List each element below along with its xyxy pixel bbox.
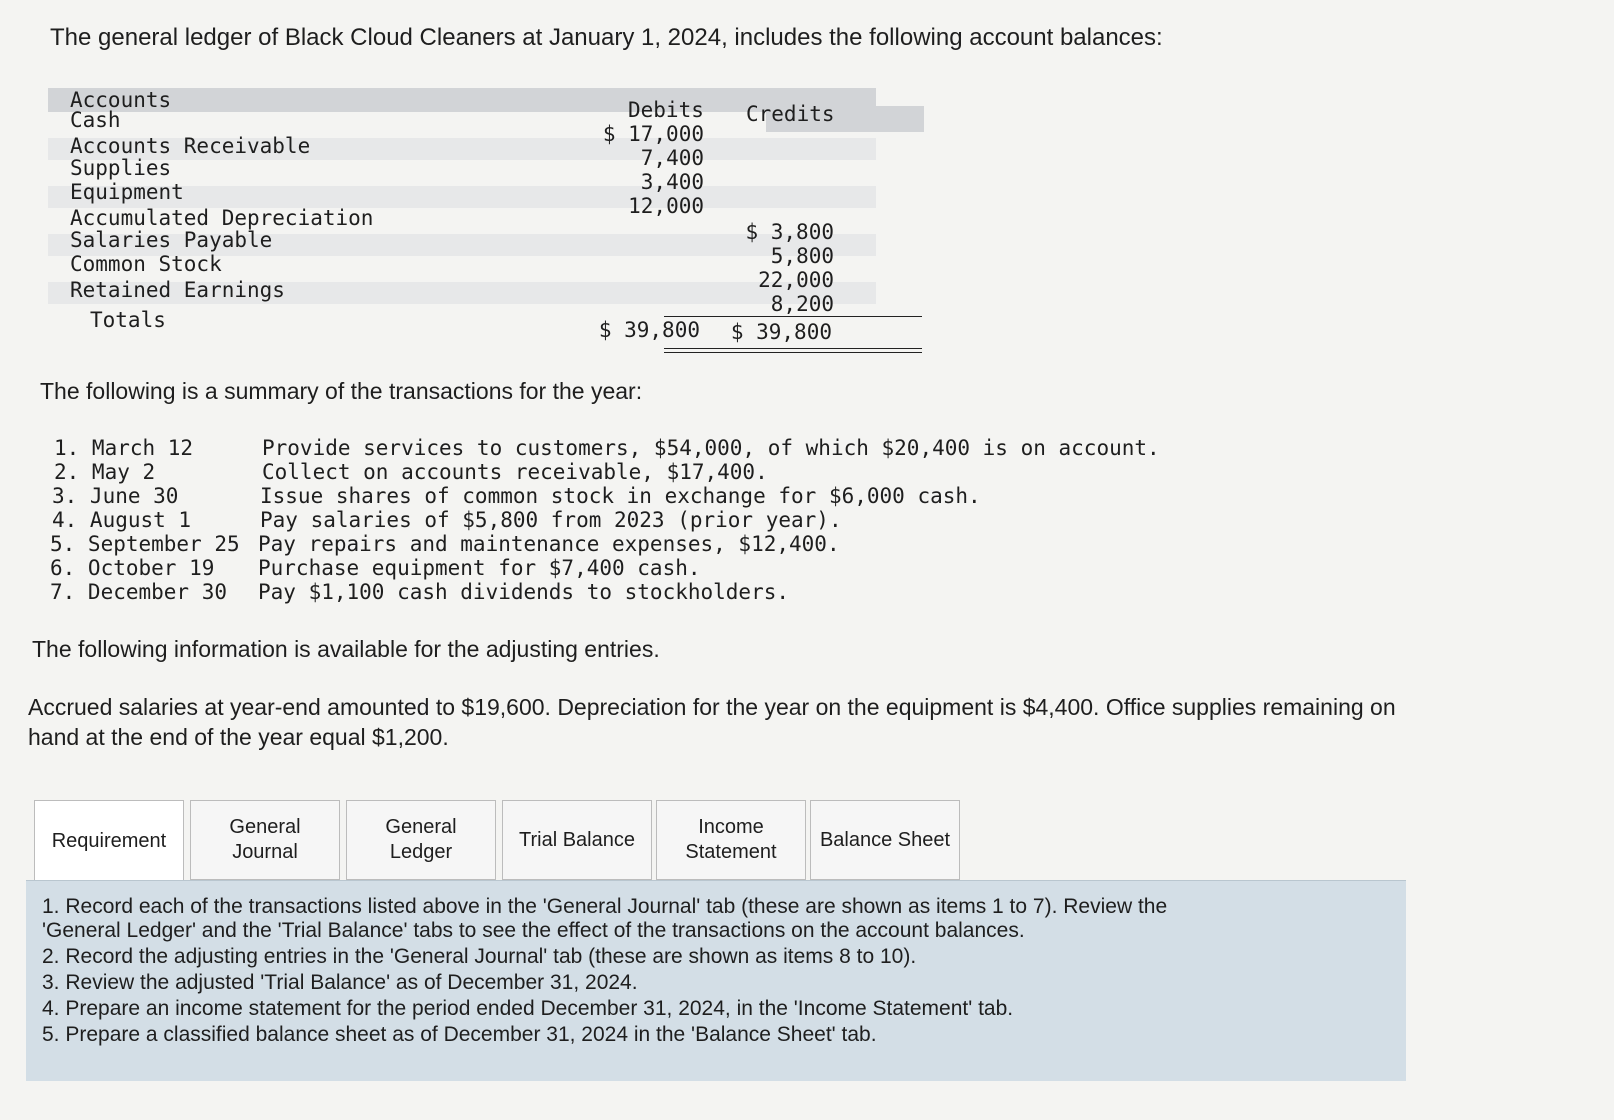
transaction-date: 5. September 25 [50, 532, 240, 556]
header-credits: Credits [746, 102, 835, 126]
tab-label: Requirement [51, 830, 167, 852]
totals-label: Totals [90, 308, 166, 332]
credit-value: 5,800 [770, 244, 834, 268]
transaction-row [50, 532, 840, 556]
tab-income-statement[interactable] [656, 800, 806, 880]
header-debits: Debits [628, 98, 704, 122]
account-name: Salaries Payable [70, 228, 273, 252]
account-name: Supplies [70, 156, 172, 180]
requirement-item: 3. Review the adjusted 'Trial Balance' as of December 31, 2024. [42, 971, 638, 994]
transaction-text: Issue shares of common stock in exchange for $6,000 cash. [260, 484, 981, 508]
account-name: Accounts Receivable [70, 134, 311, 158]
requirement-item: 4. Prepare an income statement for the period ended December 31, 2024, in the 'Income Statement' tab. [42, 997, 1014, 1020]
account-name: Accumulated Depreciation [70, 206, 374, 230]
transaction-text: Pay salaries of $5,800 from 2023 (prior year). [260, 508, 842, 532]
tab-label: Income [698, 816, 764, 838]
tab-label: General [229, 816, 301, 838]
debit-value: $ 17,000 [602, 122, 704, 146]
problem-intro: The general ledger of Black Cloud Cleaners at January 1, 2024, includes the following account balances: [50, 24, 1163, 51]
tab-label: Statement [685, 841, 777, 863]
total-credit: $ 39,800 [730, 320, 832, 344]
transaction-date: 6. October 19 [50, 556, 215, 580]
tab-balance-sheet[interactable] [810, 800, 960, 880]
transaction-text: Pay $1,100 cash dividends to stockholders. [258, 580, 790, 604]
requirements-panel [26, 880, 1406, 1081]
tab-label: Ledger [389, 841, 453, 863]
total-double-rule-bottom [664, 352, 922, 353]
tab-label: Balance Sheet [819, 828, 951, 851]
transaction-date: 3. June 30 [52, 484, 179, 508]
transaction-row [50, 556, 701, 580]
account-name: Equipment [70, 180, 184, 204]
transaction-date: 7. December 30 [50, 580, 228, 604]
adjusting-intro: The following information is available for the adjusting entries. [32, 636, 660, 662]
transaction-text: Purchase equipment for $7,400 cash. [258, 556, 701, 580]
requirement-item: 2. Record the adjusting entries in the 'General Journal' tab (these are shown as items 8 to 10). [42, 945, 917, 968]
summary-intro: The following is a summary of the transactions for the year: [40, 378, 643, 404]
credit-value: 22,000 [758, 268, 834, 292]
tab-label: Journal [232, 841, 298, 863]
account-name: Common Stock [70, 252, 222, 276]
account-name: Retained Earnings [70, 278, 285, 302]
transaction-row [54, 436, 1160, 460]
tab-label: General [385, 816, 457, 838]
debit-value: 3,400 [640, 170, 704, 194]
account-balances-table [48, 88, 876, 368]
transaction-text: Collect on accounts receivable, $17,400. [262, 460, 768, 484]
header-accounts: Accounts [70, 88, 172, 112]
transaction-date: 2. May 2 [54, 460, 156, 484]
total-debit: $ 39,800 [598, 318, 700, 342]
adjusting-details-line1: Accrued salaries at year-end amounted to $19,600. Depreciation for the year on the equipment is $4,400. Office supplies remaining on [28, 694, 1396, 720]
subtotal-rule [664, 316, 922, 317]
transaction-date: 4. August 1 [52, 508, 192, 532]
tab-general-ledger[interactable] [346, 800, 496, 880]
transaction-row [52, 508, 842, 532]
account-name: Cash [70, 108, 121, 132]
requirement-item: 'General Ledger' and the 'Trial Balance' tabs to see the effect of the transactions on the account balances. [42, 919, 1025, 942]
tab-requirement[interactable] [34, 800, 184, 882]
transaction-text: Provide services to customers, $54,000, of which $20,400 is on account. [262, 436, 1160, 460]
debit-value: 12,000 [628, 194, 704, 218]
requirement-item: 1. Record each of the transactions listed above in the 'General Journal' tab (these are shown as items 1 to 7). Review the [42, 895, 1168, 918]
credit-value: 8,200 [770, 292, 834, 316]
transaction-text: Pay repairs and maintenance expenses, $12,400. [258, 532, 840, 556]
debit-value: 7,400 [640, 146, 704, 170]
transaction-row [52, 484, 981, 508]
transaction-row [54, 460, 768, 484]
tab-trial-balance[interactable] [502, 800, 652, 880]
tab-bar [34, 800, 964, 882]
adjusting-details-line2: hand at the end of the year equal $1,200. [28, 724, 449, 750]
credit-value: $ 3,800 [745, 220, 834, 244]
total-double-rule-top [664, 348, 922, 349]
transaction-row [50, 580, 789, 604]
tab-general-journal[interactable] [190, 800, 340, 880]
transaction-date: 1. March 12 [54, 436, 194, 460]
requirement-item: 5. Prepare a classified balance sheet as of December 31, 2024 in the 'Balance Sheet' tab. [42, 1023, 877, 1046]
tab-label: Trial Balance [519, 828, 635, 851]
